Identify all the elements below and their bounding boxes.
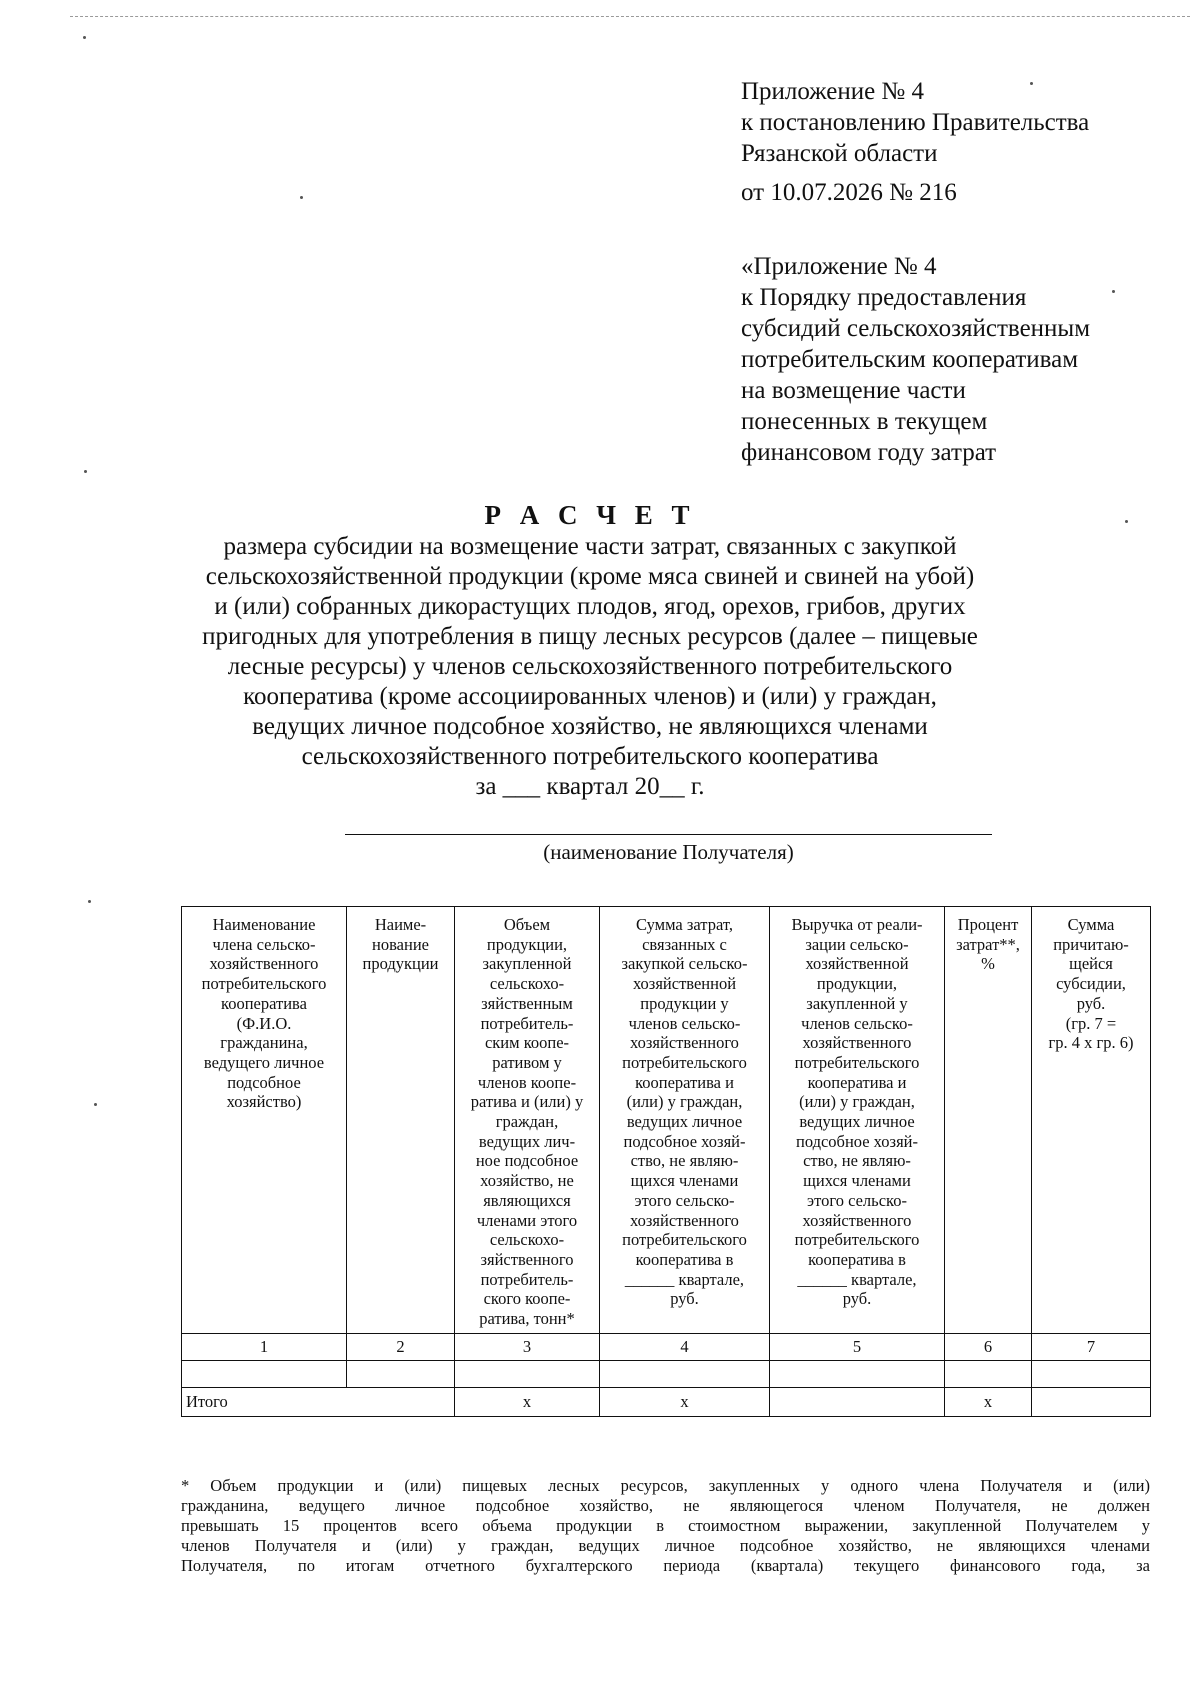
scan-speck bbox=[1125, 520, 1128, 523]
total-row bbox=[182, 1387, 1151, 1416]
header-line: продукции, bbox=[486, 934, 568, 954]
total-cell bbox=[1032, 1387, 1151, 1416]
header-line: Выручка от реали- bbox=[791, 915, 923, 934]
header-line: руб. bbox=[670, 1289, 699, 1309]
header-line: членов сельско- bbox=[801, 1013, 913, 1033]
header-line: ное подсобное bbox=[475, 1151, 579, 1171]
header-line: потребительского bbox=[794, 1052, 920, 1072]
column-number: 1 bbox=[182, 1333, 347, 1360]
header-member-name bbox=[182, 907, 347, 1334]
header-line: (Ф.И.О. bbox=[236, 1013, 292, 1033]
header-line: (или) у граждан, bbox=[626, 1092, 743, 1112]
header-line: продукции, bbox=[816, 974, 898, 994]
footnote-line: Получателя, по итогам отчетного бухгалтерского периода (квартала) текущего финансового года, за bbox=[181, 1556, 1150, 1575]
header-line: хозяйственного bbox=[209, 954, 319, 974]
title-text bbox=[190, 532, 990, 802]
header-line: закупкой сельско- bbox=[621, 954, 748, 974]
header-line: хозяйственного bbox=[630, 1033, 739, 1053]
appendix-order-line: к Порядку предоставления bbox=[741, 284, 1027, 311]
header-subsidy-amount bbox=[1032, 907, 1151, 1334]
header-line: потребительского bbox=[622, 1230, 747, 1250]
appendix-line: от 10.07.2026 № 216 bbox=[741, 179, 957, 206]
table-cell bbox=[770, 1360, 945, 1387]
footnote-line: * Объем продукции и (или) пищевых лесных ресурсов, закупленных у одного члена Получателя и (или) bbox=[181, 1476, 1150, 1495]
title-line: размера субсидии на возмещение части затрат, связанных с закупкой bbox=[223, 533, 957, 560]
header-line: Объем bbox=[503, 915, 551, 934]
column-number: 3 bbox=[455, 1333, 600, 1360]
header-line: % bbox=[981, 954, 995, 974]
title-heading: Р А С Ч Е Т bbox=[484, 500, 696, 530]
header-line: хозяйственного bbox=[802, 1033, 912, 1053]
header-line: потребительского bbox=[794, 1230, 920, 1250]
title-line: кооператива (кроме ассоциированных членов) и (или) у граждан, bbox=[243, 683, 937, 710]
header-line: этого сельско- bbox=[807, 1190, 907, 1210]
header-line: членами этого bbox=[476, 1210, 578, 1230]
header-line: затрат**, bbox=[956, 934, 1020, 954]
header-line: ______ квартале, bbox=[797, 1269, 917, 1289]
scan-speck bbox=[300, 196, 303, 199]
header-line: зации сельско- bbox=[805, 934, 909, 954]
title-line: и (или) собранных дикорастущих плодов, ягод, орехов, грибов, других bbox=[214, 593, 966, 620]
header-line: потребительского bbox=[622, 1052, 747, 1072]
header-volume bbox=[455, 907, 600, 1334]
scan-speck bbox=[83, 36, 86, 39]
header-line: Сумма bbox=[1067, 915, 1115, 934]
header-line: ство, не являю- bbox=[803, 1151, 911, 1171]
header-line: ратива и (или) у bbox=[470, 1092, 584, 1112]
header-line: хозяйственной bbox=[805, 954, 909, 974]
table-row bbox=[182, 1333, 1151, 1360]
appendix-order-line: финансовом году затрат bbox=[741, 439, 997, 466]
header-line: руб. bbox=[842, 1289, 872, 1309]
header-line: потребительского bbox=[201, 974, 327, 994]
header-line: щихся членами bbox=[630, 1171, 739, 1191]
header-line: члена сельско- bbox=[212, 934, 316, 954]
recipient-caption: (наименование Получателя) bbox=[543, 840, 794, 864]
column-number: 4 bbox=[600, 1333, 770, 1360]
footnote-line: превышать 15 процентов всего объема продукции в стоимостном выражении, закупленной Получателем у bbox=[181, 1516, 1150, 1535]
header-line: ским коопе- bbox=[484, 1033, 570, 1053]
table-cell bbox=[347, 1360, 455, 1387]
header-line: причитаю- bbox=[1053, 934, 1129, 954]
header-costs bbox=[600, 907, 770, 1334]
appendix-line: Рязанской области bbox=[741, 140, 938, 167]
appendix-order-line: понесенных в текущем bbox=[741, 408, 988, 435]
title-line: пригодных для употребления в пищу лесных ресурсов (далее – пищевые bbox=[202, 623, 978, 650]
header-line: продукции у bbox=[640, 993, 729, 1013]
header-line: связанных с bbox=[642, 934, 727, 954]
header-line: Сумма затрат, bbox=[636, 915, 733, 934]
header-line: ведущих личное bbox=[799, 1112, 915, 1132]
total-cell: x bbox=[600, 1387, 770, 1416]
appendix-order-header bbox=[741, 251, 1090, 468]
header-line: членов сельско- bbox=[628, 1013, 741, 1033]
title-line: сельскохозяйственного потребительского кооператива bbox=[301, 743, 879, 770]
column-number: 6 bbox=[945, 1333, 1032, 1360]
total-label: Итого bbox=[182, 1387, 455, 1416]
header-line: ративом у bbox=[492, 1052, 562, 1072]
table-cell bbox=[600, 1360, 770, 1387]
header-line: хозяйственного bbox=[802, 1210, 912, 1230]
header-line: членов коопе- bbox=[477, 1072, 577, 1092]
title-period-line: за ___ квартал 20__ г. bbox=[475, 773, 705, 800]
header-line: щейся bbox=[1069, 954, 1113, 974]
header-line: щихся членами bbox=[803, 1171, 911, 1191]
header-line: подсобное хозяй- bbox=[623, 1131, 746, 1151]
header-line: кооператива и bbox=[635, 1072, 734, 1092]
header-line: ведущего личное bbox=[203, 1052, 325, 1072]
header-line: кооператива в bbox=[635, 1249, 734, 1269]
header-line: этого сельско- bbox=[634, 1190, 735, 1210]
header-line: кооператива в bbox=[808, 1249, 906, 1269]
table-cell bbox=[945, 1360, 1032, 1387]
header-line: ведущих личное bbox=[626, 1112, 743, 1132]
header-line: потребитель- bbox=[480, 1013, 574, 1033]
header-line: ратива, тонн* bbox=[479, 1309, 575, 1329]
appendix-order-line: субсидий сельскохозяйственным bbox=[741, 315, 1091, 342]
appendix-order-line: потребительским кооперативам bbox=[741, 346, 1079, 373]
header-line: сельскохо- bbox=[489, 1230, 565, 1250]
header-revenue bbox=[770, 907, 945, 1334]
footnote-line: гражданина, ведущего личное подсобное хозяйство, не являющегося членом Получателя, не должен bbox=[181, 1496, 1150, 1515]
header-line: Наименование bbox=[212, 915, 316, 934]
table-cell bbox=[1032, 1360, 1151, 1387]
column-number: 5 bbox=[770, 1333, 945, 1360]
header-line: сельскохо- bbox=[489, 974, 565, 994]
total-cell: x bbox=[945, 1387, 1032, 1416]
header-line: ______ квартале, bbox=[624, 1269, 745, 1289]
header-line: (или) у граждан, bbox=[799, 1092, 915, 1112]
header-line: ского коопе- bbox=[483, 1289, 571, 1309]
recipient-name-field bbox=[345, 834, 992, 835]
table-row bbox=[182, 1360, 1151, 1387]
title-line: сельскохозяйственной продукции (кроме мяса свиней и свиней на убой) bbox=[205, 563, 975, 590]
header-line: продукции bbox=[362, 954, 439, 974]
header-line: гражданина, bbox=[220, 1033, 308, 1053]
appendix-order-line: на возмещение части bbox=[741, 377, 966, 404]
header-line: подсобное хозяй- bbox=[795, 1131, 918, 1151]
table-cell bbox=[455, 1360, 600, 1387]
header-line: граждан, bbox=[495, 1112, 559, 1132]
column-number: 2 bbox=[347, 1333, 455, 1360]
header-line: (гр. 7 = bbox=[1065, 1013, 1117, 1033]
header-product-name bbox=[347, 907, 455, 1334]
column-number: 7 bbox=[1032, 1333, 1151, 1360]
header-line: субсидии, bbox=[1056, 974, 1126, 994]
appendix-line: Приложение № 4 bbox=[741, 78, 925, 105]
appendix-order-line: «Приложение № 4 bbox=[741, 253, 937, 280]
document-title bbox=[190, 498, 990, 802]
header-line: зяйственного bbox=[480, 1249, 574, 1269]
footnote bbox=[181, 1476, 1150, 1576]
table-header-row bbox=[182, 907, 1151, 1334]
header-line: хозяйство) bbox=[226, 1092, 302, 1112]
header-cost-percent bbox=[945, 907, 1032, 1334]
header-line: хозяйственного bbox=[630, 1210, 739, 1230]
appendix-line: к постановлению Правительства bbox=[741, 109, 1090, 136]
header-line: закупленной у bbox=[806, 993, 908, 1013]
header-line: нование bbox=[372, 934, 429, 954]
footnote-line: членов Получателя и (или) у граждан, ведущих личное подсобное хозяйство, не являющихся членами bbox=[181, 1536, 1150, 1555]
title-line: лесные ресурсы) у членов сельскохозяйственного потребительского bbox=[227, 653, 953, 680]
header-line: кооператива bbox=[221, 993, 307, 1013]
header-line: зяйственным bbox=[481, 993, 573, 1013]
scan-edge-line bbox=[70, 16, 1190, 17]
scan-speck bbox=[94, 1103, 97, 1106]
header-line: кооператива и bbox=[807, 1072, 907, 1092]
total-cell: x bbox=[455, 1387, 600, 1416]
header-line: ведущих лич- bbox=[478, 1131, 576, 1151]
header-line: Наиме- bbox=[374, 915, 427, 934]
header-line: Процент bbox=[957, 915, 1019, 934]
title-line: ведущих личное подсобное хозяйство, не являющихся членами bbox=[252, 713, 928, 740]
appendix-header bbox=[741, 76, 1089, 208]
header-line: ство, не являю- bbox=[630, 1151, 739, 1171]
table-cell bbox=[182, 1360, 347, 1387]
calculation-table bbox=[181, 906, 1151, 1417]
header-line: закупленной bbox=[482, 954, 572, 974]
total-cell bbox=[770, 1387, 945, 1416]
header-line: руб. bbox=[1076, 993, 1106, 1013]
header-line: гр. 4 x гр. 6) bbox=[1048, 1033, 1134, 1053]
scan-speck bbox=[84, 470, 87, 473]
header-line: хозяйственной bbox=[632, 974, 737, 994]
scan-speck bbox=[88, 900, 91, 903]
header-line: хозяйство, не bbox=[480, 1171, 574, 1191]
scan-speck bbox=[1112, 290, 1115, 293]
header-line: являющихся bbox=[483, 1190, 571, 1210]
header-line: подсобное bbox=[227, 1072, 301, 1092]
header-line: потребитель- bbox=[480, 1269, 574, 1289]
